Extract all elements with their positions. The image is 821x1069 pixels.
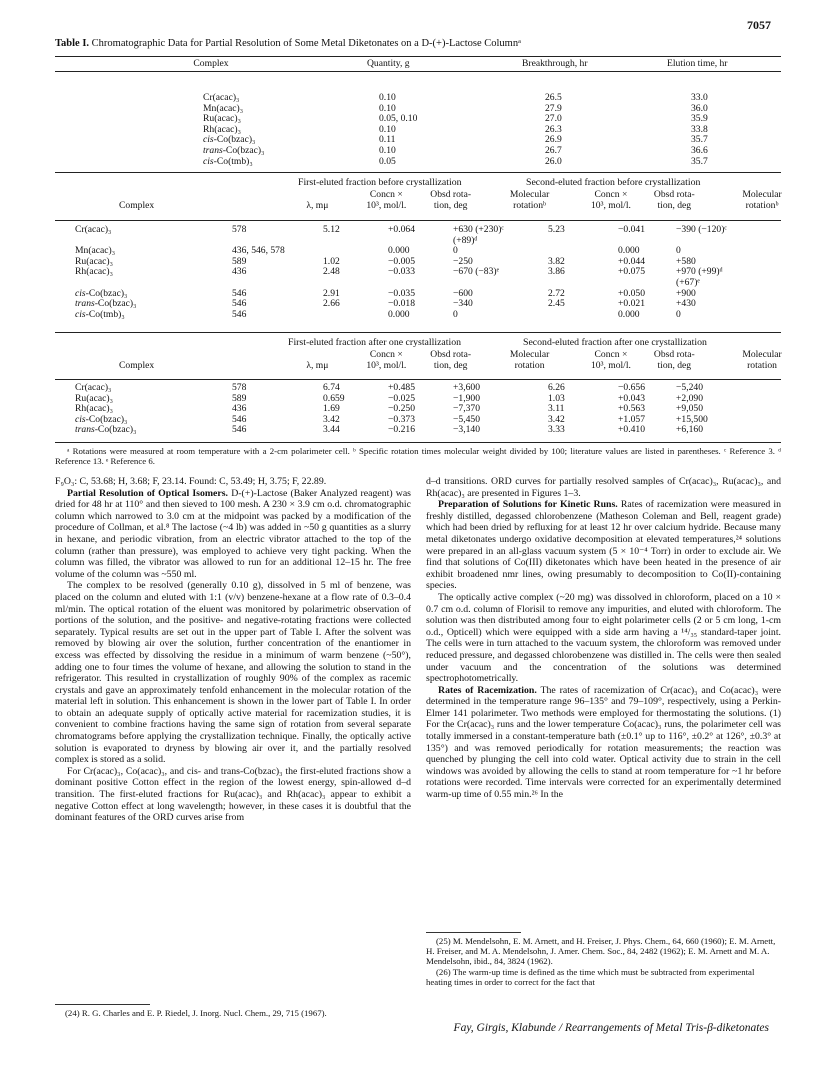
table-cell: 578 bbox=[232, 224, 247, 235]
col-header: Molecular bbox=[742, 189, 782, 200]
table-cell: Rh(acac)₃ bbox=[75, 403, 113, 415]
table-cell: 0.10 bbox=[379, 92, 396, 103]
table-cell: Mn(acac)₃ bbox=[203, 102, 244, 114]
col-header: Molecular bbox=[742, 349, 782, 360]
table-cell bbox=[307, 236, 388, 247]
table-cell: cis-Co(bzac)₃ bbox=[203, 134, 256, 146]
table-cell: −670 (−83)ᵉ bbox=[453, 266, 500, 278]
table-cell: 0.000 bbox=[618, 245, 640, 257]
table-cell: trans-Co(bzac)₃ bbox=[75, 298, 137, 310]
table-row bbox=[55, 425, 796, 436]
header-row bbox=[55, 190, 821, 201]
table-cell: +900 bbox=[676, 287, 696, 299]
table-cell: −3,140 bbox=[453, 424, 480, 436]
table-cell: Cr(acac)₃ bbox=[203, 92, 240, 103]
table-cell: 578 bbox=[232, 382, 247, 393]
table-cell: 33.8 bbox=[691, 123, 708, 135]
col-header: tion, deg bbox=[657, 359, 692, 371]
table-cell: 3.42 bbox=[548, 413, 565, 425]
table-cell: 0 bbox=[676, 245, 681, 257]
table-cell: −0.025 bbox=[388, 392, 415, 404]
group-header: Second-eluted fraction after one crystallization bbox=[523, 337, 707, 348]
table-cell: +630 (+230)ᶜ bbox=[453, 224, 504, 235]
table-cell: 33.0 bbox=[691, 92, 708, 103]
table-cell: −0.005 bbox=[388, 255, 415, 267]
paragraph: The optically active complex (~20 mg) was dissolved in chloroform, placed on a 10 × 0.7 cm o.d. column of Florisil to remove any impurities, and eluted with chloroform. The solution was then distributed among four to eight polarimeter cells (2 or 5 cm long, 1-cm o.d., Opticell) which were equipped with a side arm having a ¹⁴/₃₅ standard-taper joint. The cells were in turn attached to the vacuum system, the chloroform was removed under reduced pressure, and degassed chlorobenzene was distilled in. The cells were then sealed under vacuum and the concentration of the solutions was determined spectrophotometrically. bbox=[426, 591, 781, 685]
table-row bbox=[203, 93, 781, 104]
col-header bbox=[55, 190, 281, 201]
table-row bbox=[55, 278, 796, 289]
table-cell: Rh(acac)₃ bbox=[203, 123, 241, 135]
table-cell: −390 (−120)ᶜ bbox=[676, 224, 727, 235]
table-cell: 35.7 bbox=[691, 155, 708, 167]
table-cell: 0.11 bbox=[379, 134, 396, 146]
table-cell bbox=[548, 278, 618, 289]
table-cell: 546 bbox=[232, 308, 247, 320]
table-cell: +15,500 bbox=[676, 413, 708, 425]
table-cell: 36.0 bbox=[691, 102, 708, 114]
table-part2 bbox=[55, 225, 796, 320]
table-cell: 589 bbox=[232, 255, 247, 267]
footnote-rule bbox=[55, 1004, 150, 1005]
col-header: Breakthrough, hr bbox=[522, 58, 588, 69]
table-cell bbox=[618, 278, 676, 289]
col-header: rotation bbox=[514, 359, 545, 371]
table-cell: trans-Co(bzac)₃ bbox=[203, 144, 265, 156]
footnote-rule bbox=[426, 932, 521, 933]
table-cell: 0 bbox=[676, 308, 681, 320]
table-cell bbox=[453, 278, 548, 289]
table-cell: 436 bbox=[232, 266, 247, 278]
header-row bbox=[55, 350, 821, 361]
table-part2-header bbox=[55, 190, 821, 211]
table-top-rule bbox=[55, 56, 781, 57]
table-cell: 1.69 bbox=[323, 403, 340, 415]
table-cell: 35.7 bbox=[691, 134, 708, 146]
footnote-24: (24) R. G. Charles and E. P. Riedel, J. Inorg. Nucl. Chem., 29, 715 (1967). bbox=[65, 1008, 327, 1018]
table-cell: Ru(acac)₃ bbox=[75, 255, 113, 267]
table-cell bbox=[548, 310, 618, 321]
section-heading: Rates of Racemization. bbox=[438, 684, 537, 696]
table-cell: −340 bbox=[453, 298, 473, 310]
table-cell: trans-Co(bzac)₃ bbox=[75, 424, 137, 436]
table-part1-header bbox=[55, 59, 781, 70]
paragraph: F₉O₃: C, 53.68; H, 3.68; F, 23.14. Found: C, 53.49; H, 3.75; F, 22.89. bbox=[55, 476, 327, 487]
col-header: rotationᵇ bbox=[513, 199, 546, 211]
table-cell: +0.485 bbox=[388, 382, 415, 393]
table-rule bbox=[55, 172, 781, 173]
group-header: Second-eluted fraction before crystallization bbox=[526, 177, 701, 188]
table-row bbox=[55, 299, 796, 310]
table-cell: 36.6 bbox=[691, 144, 708, 156]
table-cell: (+89)ᵈ bbox=[453, 234, 478, 246]
table-cell: 546 bbox=[232, 287, 247, 299]
table-cell: 3.11 bbox=[548, 403, 565, 415]
table-cell: −0.216 bbox=[388, 424, 415, 436]
table-cell: Ru(acac)₃ bbox=[75, 392, 113, 404]
table-cell: −0.250 bbox=[388, 403, 415, 415]
table-rule bbox=[55, 332, 781, 333]
table-cell: 3.33 bbox=[548, 424, 565, 436]
paragraph bbox=[426, 685, 781, 801]
table-rule bbox=[55, 220, 781, 221]
table-cell: 436 bbox=[232, 403, 247, 415]
table-cell: Cr(acac)₃ bbox=[75, 382, 112, 393]
table-cell: 3.44 bbox=[323, 424, 340, 436]
table-cell: 26.0 bbox=[545, 155, 562, 167]
table-cell: Mn(acac)₃ bbox=[75, 245, 116, 257]
table-part1 bbox=[203, 93, 781, 167]
table-cell: −1,900 bbox=[453, 392, 480, 404]
table-cell: +0.021 bbox=[618, 298, 645, 310]
table-cell: 2.91 bbox=[323, 287, 340, 299]
col-header bbox=[281, 350, 355, 361]
table-cell: 6.26 bbox=[548, 382, 565, 393]
table-cell: −0.041 bbox=[618, 224, 645, 235]
table-cell: 27.9 bbox=[545, 102, 562, 114]
table-cell bbox=[307, 310, 388, 321]
table-cell: 6.74 bbox=[323, 382, 340, 393]
table-cell: −0.656 bbox=[618, 382, 645, 393]
table-cell: +3,600 bbox=[453, 382, 480, 393]
table-cell: 0.05, 0.10 bbox=[379, 113, 418, 125]
table-cell bbox=[388, 278, 453, 289]
paragraph-text: Rates of racemization were measured in freshly distilled, degassed chlorobenzene (Matheson Coleman and Bell, reagent grade) which had been dried by refluxing for at least 12 hr over calcium hydride. Because many metal diketonates undergo oxidative decomposition at elevated temperatures,²⁴ solutions were prepared in an all-glass vacuum system (5 × 10⁻⁴ Torr) in order to exclude air. We find that solutions of Co(III) diketonates which have been heated in the presence of air exhibit broadened nmr lines, owing presumably to decomposition to Co(II)-containing species. bbox=[426, 499, 781, 592]
table-cell: −5,450 bbox=[453, 413, 480, 425]
col-header: rotation bbox=[747, 359, 777, 371]
section-heading: Preparation of Solutions for Kinetic Runs. bbox=[438, 499, 618, 511]
table-cell: 546 bbox=[232, 298, 247, 310]
table-cell: cis-Co(bzac)₃ bbox=[75, 413, 128, 425]
table-part3 bbox=[55, 383, 796, 436]
table-cell: 2.72 bbox=[548, 287, 565, 299]
col-header: Quantity, g bbox=[367, 58, 410, 69]
col-header: λ, mμ bbox=[306, 199, 329, 211]
table-cell: +0.064 bbox=[388, 224, 415, 235]
table-cell: 0.000 bbox=[388, 308, 410, 320]
table-cell bbox=[307, 278, 388, 289]
table-cell: 0 bbox=[453, 245, 458, 257]
col-header: Obsd rota- bbox=[653, 349, 695, 360]
col-header bbox=[55, 350, 281, 361]
col-header: Elution time, hr bbox=[667, 58, 728, 69]
table-cell: cis-Co(tmb)₃ bbox=[75, 308, 125, 320]
table-cell: 3.82 bbox=[548, 255, 565, 267]
col-header: Obsd rota- bbox=[430, 189, 472, 200]
table-cell: +970 (+99)ᵈ bbox=[676, 266, 723, 278]
table-row bbox=[55, 383, 796, 394]
table-cell: 1.02 bbox=[323, 255, 340, 267]
col-header: 10³, mol/l. bbox=[366, 199, 407, 211]
paragraph: For Cr(acac)₃, Co(acac)₃, and cis- and trans-Co(bzac)₃ the first-eluted fractions show a dominant positive Cotton effect in the region of the lowest energy, spin-allowed d–d transition. The first-eluted fractions for Ru(acac)₃ and Rh(acac)₃ appear to exhibit a negative Cotton effect at long wavelength; however, in these cases it is doubtful that the dominant features of the ORD curves arise from bbox=[55, 765, 411, 824]
table-cell: 3.42 bbox=[323, 413, 340, 425]
right-column bbox=[426, 476, 781, 801]
table-cell: −7,370 bbox=[453, 403, 480, 415]
table-footnote: ᵃ Rotations were measured at room temperature with a 2-cm polarimeter cell. ᵇ Specific rotation times molecular weight divided by 100; literature values are listed in parentheses. ᶜ Reference 3. ᵈ Reference 13. ᵉ Reference 6. bbox=[55, 446, 781, 467]
table-cell: 0.10 bbox=[379, 102, 396, 114]
table-cell: 26.9 bbox=[545, 134, 562, 146]
table-row bbox=[55, 236, 796, 247]
table-row bbox=[55, 310, 796, 321]
table-cell: cis-Co(bzac)₃ bbox=[75, 287, 128, 299]
table-cell: +0.410 bbox=[618, 424, 645, 436]
table-cell: cis-Co(tmb)₃ bbox=[203, 155, 253, 167]
table-cell: 2.66 bbox=[323, 298, 340, 310]
table-cell: +0.044 bbox=[618, 255, 645, 267]
footnote-26: (26) The warm-up time is defined as the time which must be subtracted from experimental heating times in order to correct for the fact that bbox=[426, 966, 755, 987]
table-cell: 2.48 bbox=[323, 266, 340, 278]
table-cell: +6,160 bbox=[676, 424, 703, 436]
table-label: Table I. bbox=[55, 38, 90, 49]
col-header: Molecular bbox=[509, 189, 550, 200]
col-header: Obsd rota- bbox=[653, 189, 695, 200]
table-part3-header bbox=[55, 350, 821, 371]
table-cell: 0.000 bbox=[618, 308, 640, 320]
table-cell: 0.659 bbox=[323, 392, 345, 404]
table-cell bbox=[676, 236, 796, 247]
table-cell bbox=[307, 246, 388, 257]
col-header: 10³, mol/l. bbox=[590, 199, 631, 211]
table-cell: +1.057 bbox=[618, 413, 645, 425]
col-header: λ, mμ bbox=[306, 359, 329, 371]
section-heading: Partial Resolution of Optical Isomers. bbox=[67, 487, 229, 499]
page-number: 7057 bbox=[747, 18, 771, 32]
table-row bbox=[203, 157, 781, 168]
col-header: tion, deg bbox=[657, 199, 692, 211]
table-cell: 5.23 bbox=[548, 224, 565, 235]
col-header: Complex bbox=[193, 58, 229, 69]
col-header: rotationᵇ bbox=[745, 199, 779, 211]
col-header: Concn × bbox=[369, 189, 403, 200]
header-row bbox=[55, 361, 821, 372]
table-cell: +0.075 bbox=[618, 266, 645, 278]
table-cell: 35.9 bbox=[691, 113, 708, 125]
table-cell: 26.3 bbox=[545, 123, 562, 135]
col-header: Obsd rota- bbox=[430, 349, 472, 360]
table-cell: 1.03 bbox=[548, 392, 565, 404]
table-cell: Ru(acac)₃ bbox=[203, 113, 241, 125]
col-header: Concn × bbox=[369, 349, 403, 360]
table-bottom-rule bbox=[55, 442, 781, 443]
paragraph-text: D-(+)-Lactose (Baker Analyzed reagent) was dried for 48 hr at 110° and then sieved to 100 mesh. A 230 × 3.9 cm o.d. chromatographic column which narrowed to 3.0 cm at the midpoint was packed by a modification of the procedure of Collman, et al.⁸ The lactose (~4 lb) was added in ~50 g quantities as a slurry in hexane, and periodic vibration, from an electric vibrator attached to the top of the column (rather than pressure), was employed to achieve very tight packing. When the column was filled, the vibrator was allowed to run for an additional 12–15 hr. The free volume of the column was ~550 ml. bbox=[55, 487, 411, 580]
table-cell: −0.035 bbox=[388, 287, 415, 299]
table-cell: +0.050 bbox=[618, 287, 645, 299]
table-cell bbox=[220, 278, 307, 289]
col-header: tion, deg bbox=[433, 359, 468, 371]
table-cell: 546 bbox=[232, 424, 247, 436]
table-cell: 436, 546, 578 bbox=[232, 245, 285, 257]
table-rule bbox=[55, 379, 781, 380]
table-row bbox=[55, 225, 796, 236]
table-cell: 26.5 bbox=[545, 92, 562, 103]
table-cell: Rh(acac)₃ bbox=[75, 266, 113, 278]
table-cell: (+67)ᵉ bbox=[676, 276, 700, 288]
footnote bbox=[55, 1008, 411, 1018]
table-header-rule bbox=[55, 71, 781, 72]
table-row bbox=[203, 146, 781, 157]
table-cell: +2,090 bbox=[676, 392, 703, 404]
table-cell: +0.043 bbox=[618, 392, 645, 404]
table-cell: 27.0 bbox=[545, 113, 562, 125]
col-header: Complex bbox=[119, 199, 155, 211]
table-cell bbox=[548, 236, 618, 247]
table-cell: −600 bbox=[453, 287, 473, 299]
col-header: Complex bbox=[119, 359, 155, 371]
table-cell: 2.45 bbox=[548, 298, 565, 310]
paragraph bbox=[426, 499, 781, 592]
table-cell: +0.563 bbox=[618, 403, 645, 415]
table-cell: +580 bbox=[676, 255, 696, 267]
table-cell: +430 bbox=[676, 298, 696, 310]
table-cell: −0.373 bbox=[388, 413, 415, 425]
header-row bbox=[55, 201, 821, 212]
col-header: Molecular bbox=[509, 349, 550, 360]
table-cell: +9,050 bbox=[676, 403, 703, 415]
col-header: tion, deg bbox=[433, 199, 468, 211]
col-header: 10³, mol/l. bbox=[366, 359, 407, 371]
left-column bbox=[55, 476, 411, 824]
col-header: 10³, mol/l. bbox=[590, 359, 631, 371]
col-header: Concn × bbox=[594, 349, 628, 360]
table-cell: −250 bbox=[453, 255, 473, 267]
table-title: Chromatographic Data for Partial Resolution of Some Metal Diketonates on a D-(+)-Lactose Columnᵃ bbox=[91, 38, 521, 49]
table-cell: 0.10 bbox=[379, 144, 396, 156]
table-cell: 5.12 bbox=[323, 224, 340, 235]
table-cell: Cr(acac)₃ bbox=[75, 224, 112, 235]
table-cell: −0.018 bbox=[388, 298, 415, 310]
group-header: First-eluted fraction before crystallization bbox=[298, 177, 462, 188]
col-header: Concn × bbox=[594, 189, 628, 200]
paragraph: d–d transitions. ORD curves for partially resolved samples of Cr(acac)₃, Ru(acac)₃, and Rh(acac)₃ are presented in Figures 1–3. bbox=[426, 476, 781, 499]
running-footer: Fay, Girgis, Klabunde / Rearrangements of Metal Tris-β-diketonates bbox=[453, 1022, 769, 1034]
table-caption bbox=[55, 38, 521, 49]
table-cell: 3.86 bbox=[548, 266, 565, 278]
table-cell: −0.033 bbox=[388, 266, 415, 278]
paragraph bbox=[55, 488, 411, 581]
table-cell: 0.000 bbox=[388, 245, 410, 257]
table-cell: 546 bbox=[232, 413, 247, 425]
paragraph-text: The rates of racemization of Cr(acac)₃ and Co(acac)₃ were determined in the temperature range 96–135° and 79–109°, respectively, using a Perkin-Elmer 141 polarimeter. Two methods were employed for thermostating the solutions. (1) For the Cr(acac)₃ runs and the lower temperature Co(acac)₃ runs, the polarimeter cell was totally immersed in a constant-temperature bath (±0.1° up to 116°, ±0.2° at 126°, ±0.3° at 135°) and was removed periodically for rotation measurements; the reaction was quenched by plunging the cell into cold water. Optical activity due to strain in the cell windows was avoided by allowing the cells to stand at room temperature for ~1 hr before rotations were recorded. Time intervals were corrected for an experimentally determined warm-up time of 0.55 min.²⁶ In the bbox=[426, 684, 781, 801]
footnote-25: (25) M. Mendelsohn, E. M. Arnett, and H. Freiser, J. Phys. Chem., 64, 660 (1960); E. M. Arnett, H. Freiser, and M. A. Mendelsohn, J. Amer. Chem. Soc., 84, 2482 (1962); E. M. Arnett and M. A. Mendelsohn, ibid., 84, 3824 (1962). bbox=[426, 936, 776, 967]
col-header bbox=[281, 190, 355, 201]
paragraph: The complex to be resolved (generally 0.10 g), dissolved in 5 ml of benzene, was placed on the column and eluted with 1:1 (v/v) benzene-hexane at a flow rate of 0.3–0.4 ml/min. The optical rotation of the eluent was monitored by polarimetric observation of portions of the solution, and the positive- and negative-rotating fractions were collected separately. Typical results are set out in the upper part of Table I. After the solvent was removed by blowing air over the solution, further concentration of the enantiomer in excess was effected by dissolving the residue in a minimum of warm benzene (~50°), adding one to four times the volume of hexane, and allowing the solution to stand in the refrigerator. This resulted in crystallization of roughly 90% of the complex as racemic crystals and gave an approximately tenfold enhancement in the molecular rotation of the material left in solution. This enhancement is shown in the lower part of Table I. In order to obtain an adequate supply of optically active material for racemization studies, it is convenient to combine fractions having the same sign of rotation from several separate chromatograms before applying the crystallization technique. Finally, the optically active solution is evaporated to dryness by blowing air over it, and the partially resolved complex is stored as a solid. bbox=[55, 580, 411, 766]
table-cell: 26.7 bbox=[545, 144, 562, 156]
group-header: First-eluted fraction after one crystallization bbox=[288, 337, 462, 348]
table-cell: 589 bbox=[232, 392, 247, 404]
footnotes bbox=[426, 936, 781, 987]
table-cell: 0.10 bbox=[379, 123, 396, 135]
table-cell: −5,240 bbox=[676, 382, 703, 393]
table-cell: 0.05 bbox=[379, 155, 396, 167]
table-cell: 0 bbox=[453, 308, 458, 320]
